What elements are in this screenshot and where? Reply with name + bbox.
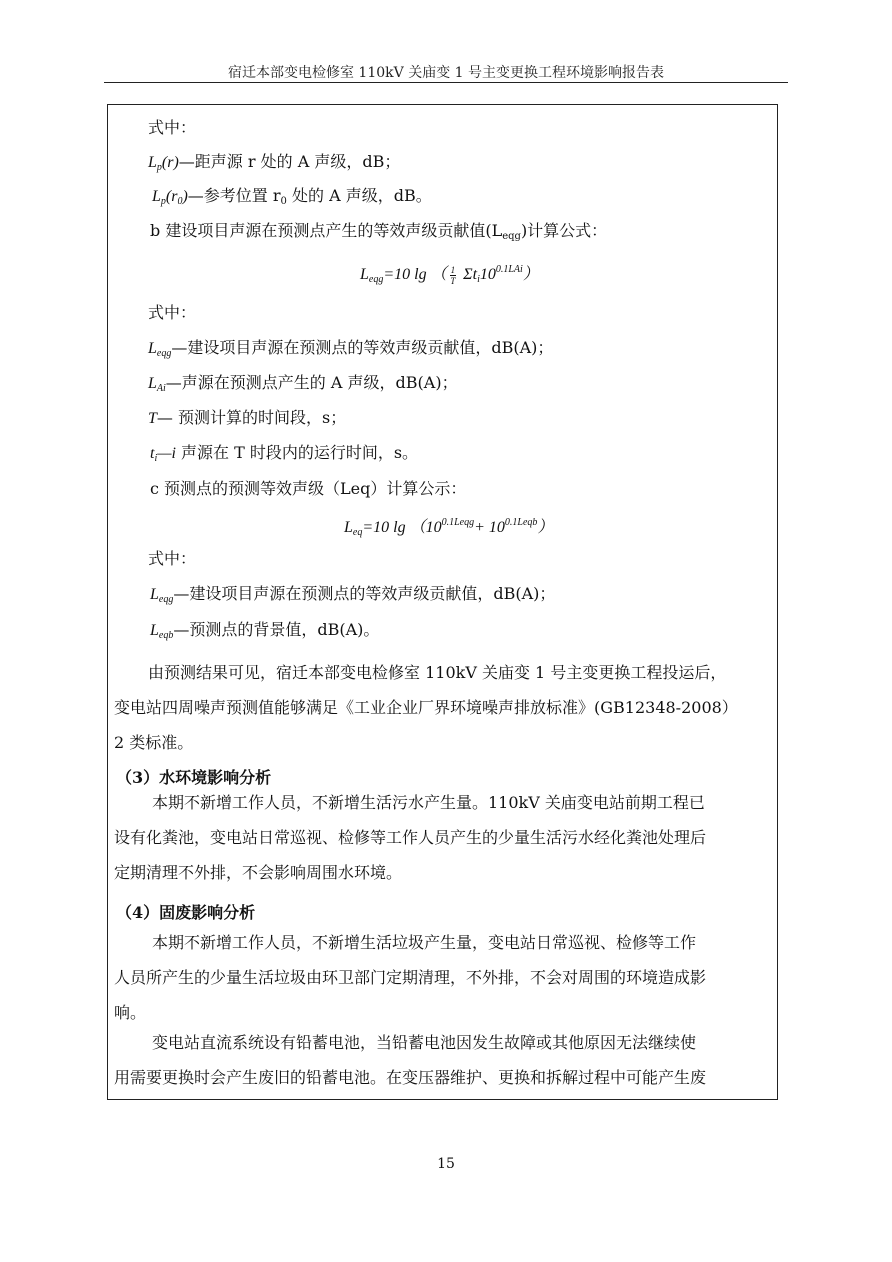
- c-formula-intro: c 预测点的预测等效声级（Leq）计算公示：: [150, 479, 467, 498]
- def-leqg: [150, 583, 555, 611]
- symbol-subscript: eqg: [158, 594, 174, 605]
- argument-subscript: 0: [177, 196, 183, 207]
- formula-lhs-subscript: eqg: [368, 274, 384, 285]
- def-lai: [148, 372, 458, 400]
- symbol: L: [148, 154, 157, 171]
- symbol: L: [152, 188, 161, 205]
- paragraph-line: 变电站直流系统设有铅蓄电池，当铅蓄电池因发生故障或其他原因无法继续使: [152, 1033, 697, 1052]
- section-heading: （4）固废影响分析: [116, 903, 256, 922]
- symbol: L: [148, 375, 157, 392]
- argument-close: ): [182, 188, 188, 205]
- definition-text: 声源在 T 时段内的运行时间，s。: [175, 443, 419, 462]
- symbol: T: [148, 410, 157, 427]
- paragraph-line: 定期清理不外排，不会影响周围水环境。: [114, 863, 403, 882]
- power-exponent: 0.1Leqg: [441, 517, 475, 528]
- paragraph-line: 设有化粪池，变电站日常巡视、检修等工作人员产生的少量生活污水经化粪池处理后: [114, 828, 707, 847]
- paragraph-line: 由预测结果可见，宿迁本部变电检修室 110kV 关庙变 1 号主变更换工程投运后，: [148, 663, 727, 682]
- definition-text: —参考位置 r: [187, 186, 281, 205]
- def-ti: [150, 442, 418, 470]
- formula-body: =10 lg （: [383, 266, 447, 283]
- header-title: 宿迁本部变电检修室 110kV 关庙变 1 号主变更换工程环境影响报告表: [227, 65, 665, 81]
- symbol-subscript: p: [160, 196, 166, 207]
- paragraph-line: 人员所产生的少量生活垃圾由环卫部门定期清理，不外排，不会对周围的环境造成影: [114, 968, 707, 987]
- formula-lhs: L: [360, 266, 369, 283]
- definition-text: —建设项目声源在预测点的等效声级贡献值，dB(A)；: [171, 338, 554, 357]
- fraction-numerator: 1: [450, 264, 456, 275]
- where-label: 式中：: [148, 303, 197, 322]
- paragraph-line: 本期不新增工作人员，不新增生活污水产生量。110kV 关庙变电站前期工程已: [152, 793, 705, 812]
- symbol-subscript: eqg: [156, 348, 172, 359]
- section-heading: （3）水环境影响分析: [116, 768, 272, 787]
- sum-subscript: i: [477, 274, 480, 285]
- power-exponent: 0.1LAi: [495, 264, 523, 275]
- paragraph-line: 本期不新增工作人员，不新增生活垃圾产生量，变电站日常巡视、检修等工作: [152, 933, 697, 952]
- sum-symbol: Σt: [459, 266, 478, 283]
- symbol-argument: (r: [165, 188, 178, 205]
- definition-text: —距声源 r 处的 A 声级，dB；: [178, 152, 401, 171]
- symbol: t: [150, 445, 155, 462]
- header-rule: [104, 82, 788, 83]
- formula-leq: [344, 512, 553, 544]
- definition-text: — 预测计算的时间段，s；: [156, 408, 347, 427]
- formula-body: =10 lg （10: [362, 519, 442, 536]
- fraction-denominator: T: [450, 275, 456, 286]
- intro-text: b 建设项目声源在预测点产生的等效声级贡献值(L: [150, 221, 503, 240]
- formula-leqg: [360, 259, 539, 291]
- power-exponent: 0.1Leqb: [504, 517, 538, 528]
- definition-text: —建设项目声源在预测点的等效声级贡献值，dB(A)；: [173, 584, 556, 603]
- text-subscript: 0: [280, 196, 287, 207]
- formula-plus: + 10: [474, 519, 505, 536]
- paragraph-line: 2 类标准。: [114, 733, 194, 752]
- where-label: 式中：: [148, 549, 197, 568]
- symbol-subscript: eqb: [158, 630, 174, 641]
- intro-text-rest: )计算公式：: [520, 221, 608, 240]
- formula-lhs: L: [344, 519, 353, 536]
- symbol: L: [150, 622, 159, 639]
- symbol-subscript: i: [154, 453, 158, 464]
- def-t: [148, 407, 346, 430]
- symbol-subscript: p: [156, 162, 162, 173]
- definition-text: —声源在预测点产生的 A 声级，dB(A)；: [165, 373, 458, 392]
- formula-close: ）: [537, 519, 554, 536]
- symbol-i: —i: [157, 445, 176, 462]
- symbol-subscript: Ai: [156, 383, 166, 394]
- intro-subscript: eqg: [502, 231, 521, 242]
- formula-lhs-subscript: eq: [352, 527, 363, 538]
- def-lp-r0: [152, 185, 432, 213]
- paragraph-line: 用需要更换时会产生废旧的铅蓄电池。在变压器维护、更换和拆解过程中可能产生废: [114, 1068, 707, 1087]
- fraction: [450, 265, 457, 286]
- def-leqb: [150, 619, 379, 647]
- b-formula-intro: [150, 220, 607, 248]
- where-label: 式中：: [148, 118, 197, 137]
- definition-text-rest: 处的 A 声级，dB。: [286, 186, 432, 205]
- def-lp-r: [148, 151, 400, 179]
- paragraph-line: 响。: [114, 1003, 147, 1022]
- page-number: 15: [437, 1156, 455, 1172]
- paragraph-line: 变电站四周噪声预测值能够满足《工业企业厂界环境噪声排放标准》(GB12348-2008）: [114, 698, 738, 717]
- definition-text: —预测点的背景值，dB(A)。: [173, 620, 380, 639]
- def-leqg: [148, 337, 553, 365]
- formula-close: ）: [522, 266, 539, 283]
- power-base: 10: [479, 266, 496, 283]
- symbol: L: [148, 340, 157, 357]
- symbol: L: [150, 586, 159, 603]
- symbol-argument: (r): [161, 154, 179, 171]
